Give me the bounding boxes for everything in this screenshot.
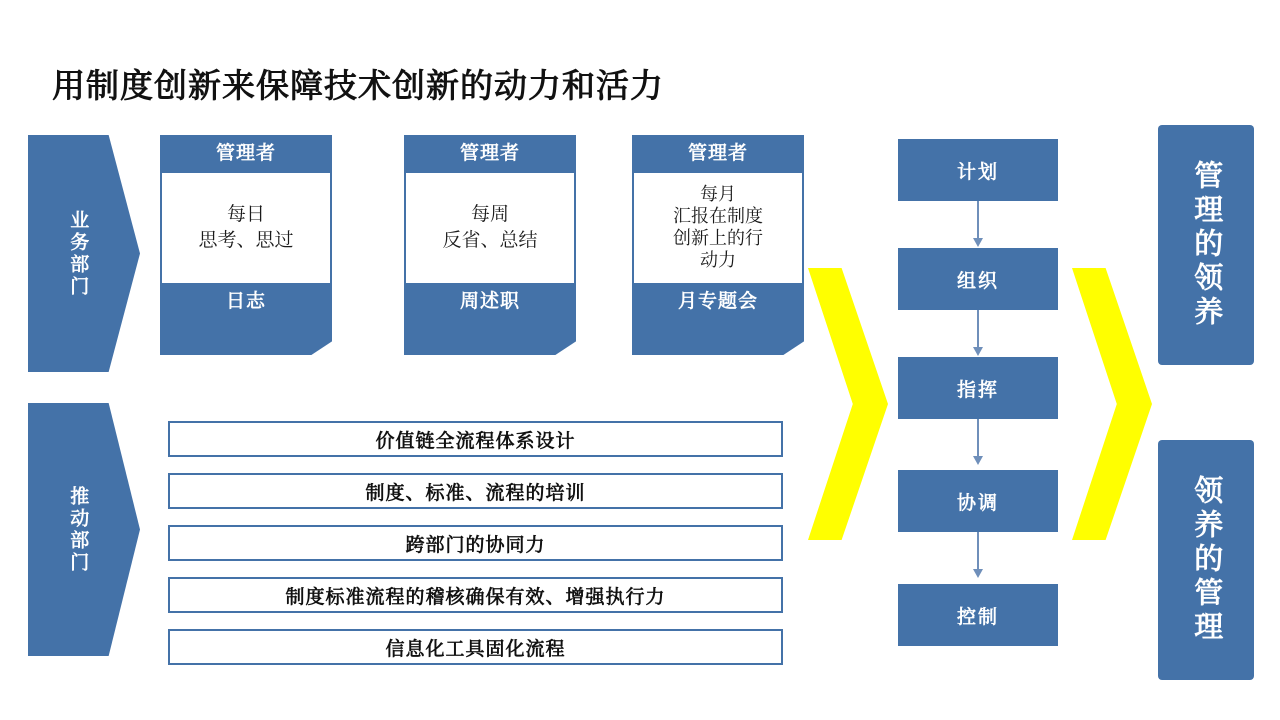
process-row-label: 制度、标准、流程的培训 [365,482,586,504]
cycle-box-label: 控制 [956,606,999,628]
cycle-box-coordinate[interactable] [898,470,1058,532]
dept-business[interactable] [28,135,140,372]
dept-business-label: 业务部门 [67,209,89,298]
cycle-box-label: 计划 [956,161,999,183]
process-row-label: 跨部门的协同力 [405,534,546,556]
cycle-box-label: 组织 [956,270,999,292]
card-body-line: 每周 [470,204,509,226]
card-tail [160,321,332,355]
cycle-box-command[interactable] [898,357,1058,419]
card-footer: 日志 [160,283,332,321]
card-body-line: 创新上的行 [673,228,763,248]
process-row[interactable] [168,473,783,509]
card-body [404,173,576,283]
cycle-box-label: 指挥 [956,379,999,401]
card-tail [404,321,576,355]
outcome-label: 管理的领养 [1190,160,1223,330]
process-row[interactable] [168,421,783,457]
process-row-label: 价值链全流程体系设计 [375,430,576,452]
card-body-line: 反省、总结 [442,230,538,251]
cycle-arrow [977,310,979,348]
card-body [160,173,332,283]
card-body-line: 动力 [700,249,736,270]
cycle-arrow [977,532,979,570]
card-footer: 月专题会 [632,283,804,321]
card-tail-shape [404,321,576,355]
outcome-label: 领养的管理 [1190,475,1223,645]
card-tail-shape [160,321,332,355]
outcome-box-management-cultivation[interactable] [1158,125,1254,365]
process-row-label: 信息化工具固化流程 [385,638,566,660]
process-row[interactable] [168,629,783,665]
card-header: 管理者 [404,135,576,173]
cycle-box-label: 协调 [956,492,999,514]
cycle-box-organize[interactable] [898,248,1058,310]
cycle-box-plan[interactable] [898,139,1058,201]
page-title: 用制度创新来保障技术创新的动力和活力 [52,67,664,104]
card-footer: 周述职 [404,283,576,321]
outcome-box-cultivation-management[interactable] [1158,440,1254,680]
process-row[interactable] [168,525,783,561]
card-body-line: 汇报在制度 [673,206,763,227]
cycle-box-control[interactable] [898,584,1058,646]
yellow-chevron-left [808,268,888,540]
process-row[interactable] [168,577,783,613]
dept-promotion-label: 推动部门 [67,485,89,574]
card-body-line: 每日 [226,204,265,226]
cycle-arrow [977,201,979,239]
manager-card-weekly[interactable] [404,135,576,355]
card-body [632,173,804,283]
manager-card-daily[interactable] [160,135,332,355]
cycle-arrow [977,419,979,457]
card-body-line: 思考、思过 [198,230,294,251]
manager-card-monthly[interactable] [632,135,804,355]
card-tail-shape [632,321,804,355]
dept-promotion[interactable] [28,403,140,656]
yellow-chevron-right [1072,268,1152,540]
process-row-label: 制度标准流程的稽核确保有效、增强执行力 [285,586,666,608]
card-header: 管理者 [632,135,804,173]
card-body-line: 每月 [700,184,736,205]
card-header: 管理者 [160,135,332,173]
card-tail [632,321,804,355]
